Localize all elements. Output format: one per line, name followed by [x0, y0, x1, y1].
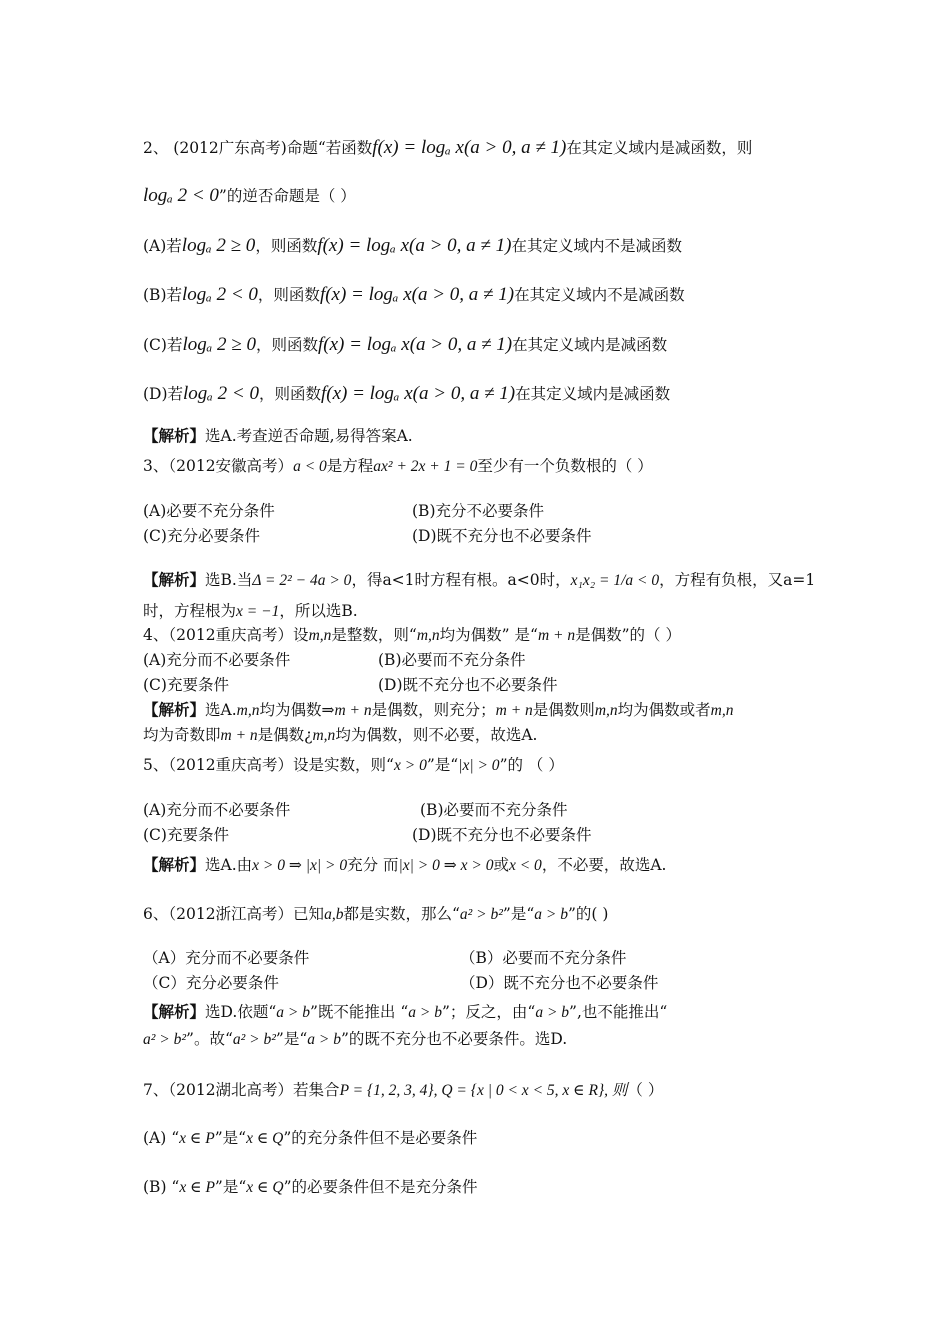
q4-option-c: (C)充要条件	[143, 676, 229, 694]
q6-analysis-line1: 【解析】选D.依题“a > b”既不能推出 “a > b”；反之，由“a > b”,也不能推出“	[143, 1002, 668, 1021]
q2-analysis: 【解析】选A.考查逆否命题,易得答案A.	[143, 426, 413, 445]
q3-stem: 3、（2012安徽高考）a < 0是方程ax² + 2x + 1 = 0至少有一个负数根的（ ）	[143, 457, 653, 475]
q4-analysis-line2: 均为奇数即m + n是偶数¿m,n均为偶数，则不必要，故选A.	[143, 726, 538, 744]
analysis-label: 【解析】	[143, 700, 206, 719]
q3-option-c: (C)充分必要条件	[143, 527, 260, 545]
q4-option-b: (B)必要而不充分条件	[378, 651, 526, 669]
q7-option-b: (B) “x ∈ P”是“x ∈ Q”的必要条件但不是充分条件	[143, 1178, 478, 1196]
q2-stem-text-2: 在其定义域内是减函数，则	[566, 139, 753, 157]
q2-stem-line1	[143, 138, 752, 158]
q2-option-b: (B)若logₐ 2 < 0，则函数f(x) = logₐ x(a > 0, a ≠ 1)在其定义域内不是减函数	[143, 284, 685, 305]
q4-stem: 4、（2012重庆高考）设m,n是整数，则“m,n均为偶数” 是“m + n是偶数”的（ ）	[143, 626, 681, 644]
q3-option-a: (A)必要不充分条件	[143, 502, 275, 520]
q6-analysis-line2: a² > b²”。故“a² > b²”是“a > b”的既不充分也不必要条件。选D.	[143, 1030, 568, 1048]
q6-option-a: （A）充分而不必要条件	[143, 949, 310, 967]
q6-option-d: （D）既不充分也不必要条件	[460, 974, 659, 992]
q2-stem-formula: f(x) = logₐ x(a > 0, a ≠ 1)	[372, 137, 567, 158]
q3-analysis-line2: 时，方程根为x = −1，所以选B.	[143, 602, 358, 620]
q2-option-c: (C)若logₐ 2 ≥ 0，则函数f(x) = logₐ x(a > 0, a ≠ 1)在其定义域内是减函数	[143, 334, 668, 355]
q2-stem-formula-2: logₐ 2 < 0	[143, 185, 219, 206]
analysis-label: 【解析】	[143, 1002, 206, 1021]
q2-stem-text-3: ”的逆否命题是（ ）	[218, 187, 356, 205]
q5-stem: 5、（2012重庆高考）设是实数，则“x > 0”是“|x| > 0”的 （ ）	[143, 756, 564, 774]
q6-option-c: （C）充分必要条件	[143, 974, 279, 992]
q6-option-b: （B）必要而不充分条件	[460, 949, 627, 967]
q7-stem: 7、（2012湖北高考）若集合P = {1, 2, 3, 4}, Q = {x | 0 < x < 5, x ∈ R}, 则（ ）	[143, 1081, 664, 1099]
q7-option-a: (A) “x ∈ P”是“x ∈ Q”的充分条件但不是必要条件	[143, 1129, 478, 1147]
q5-analysis: 【解析】选A.由x > 0 ⇒ |x| > 0充分 而|x| > 0 ⇒ x > 0或x < 0，不必要，故选A.	[143, 855, 667, 874]
q4-analysis-line1: 【解析】选A.m,n均为偶数⇒m + n是偶数，则充分；m + n是偶数则m,n均为偶数或者m,n	[143, 700, 734, 719]
q5-option-d: (D)既不充分也不必要条件	[412, 826, 592, 844]
analysis-label: 【解析】	[143, 426, 206, 445]
q2-option-d: (D)若logₐ 2 < 0，则函数f(x) = logₐ x(a > 0, a ≠ 1)在其定义域内是减函数	[143, 383, 671, 404]
q3-option-b: (B)充分不必要条件	[412, 502, 544, 520]
q6-stem: 6、（2012浙江高考）已知a,b都是实数，那么“a² > b²”是“a > b”的( )	[143, 905, 609, 923]
q2-stem-text: 2、 (2012广东高考)命题“若函数	[143, 139, 373, 157]
q3-option-d: (D)既不充分也不必要条件	[412, 527, 592, 545]
q3-analysis-line1: 【解析】选B.当Δ = 2² − 4a > 0，得a<1时方程有根。a<0时，x₁x₂ = 1/a < 0，方程有负根，又a=1	[143, 570, 816, 589]
q5-option-a: (A)充分而不必要条件	[143, 801, 291, 819]
q4-option-a: (A)充分而不必要条件	[143, 651, 291, 669]
analysis-label: 【解析】	[143, 855, 206, 874]
q5-option-b: (B)必要而不充分条件	[420, 801, 568, 819]
q4-option-d: (D)既不充分也不必要条件	[378, 676, 558, 694]
q2-option-a: (A)若logₐ 2 ≥ 0，则函数f(x) = logₐ x(a > 0, a ≠ 1)在其定义域内不是减函数	[143, 235, 682, 256]
analysis-label: 【解析】	[143, 570, 206, 589]
q2-stem-line2	[143, 186, 356, 206]
q5-option-c: (C)充要条件	[143, 826, 229, 844]
